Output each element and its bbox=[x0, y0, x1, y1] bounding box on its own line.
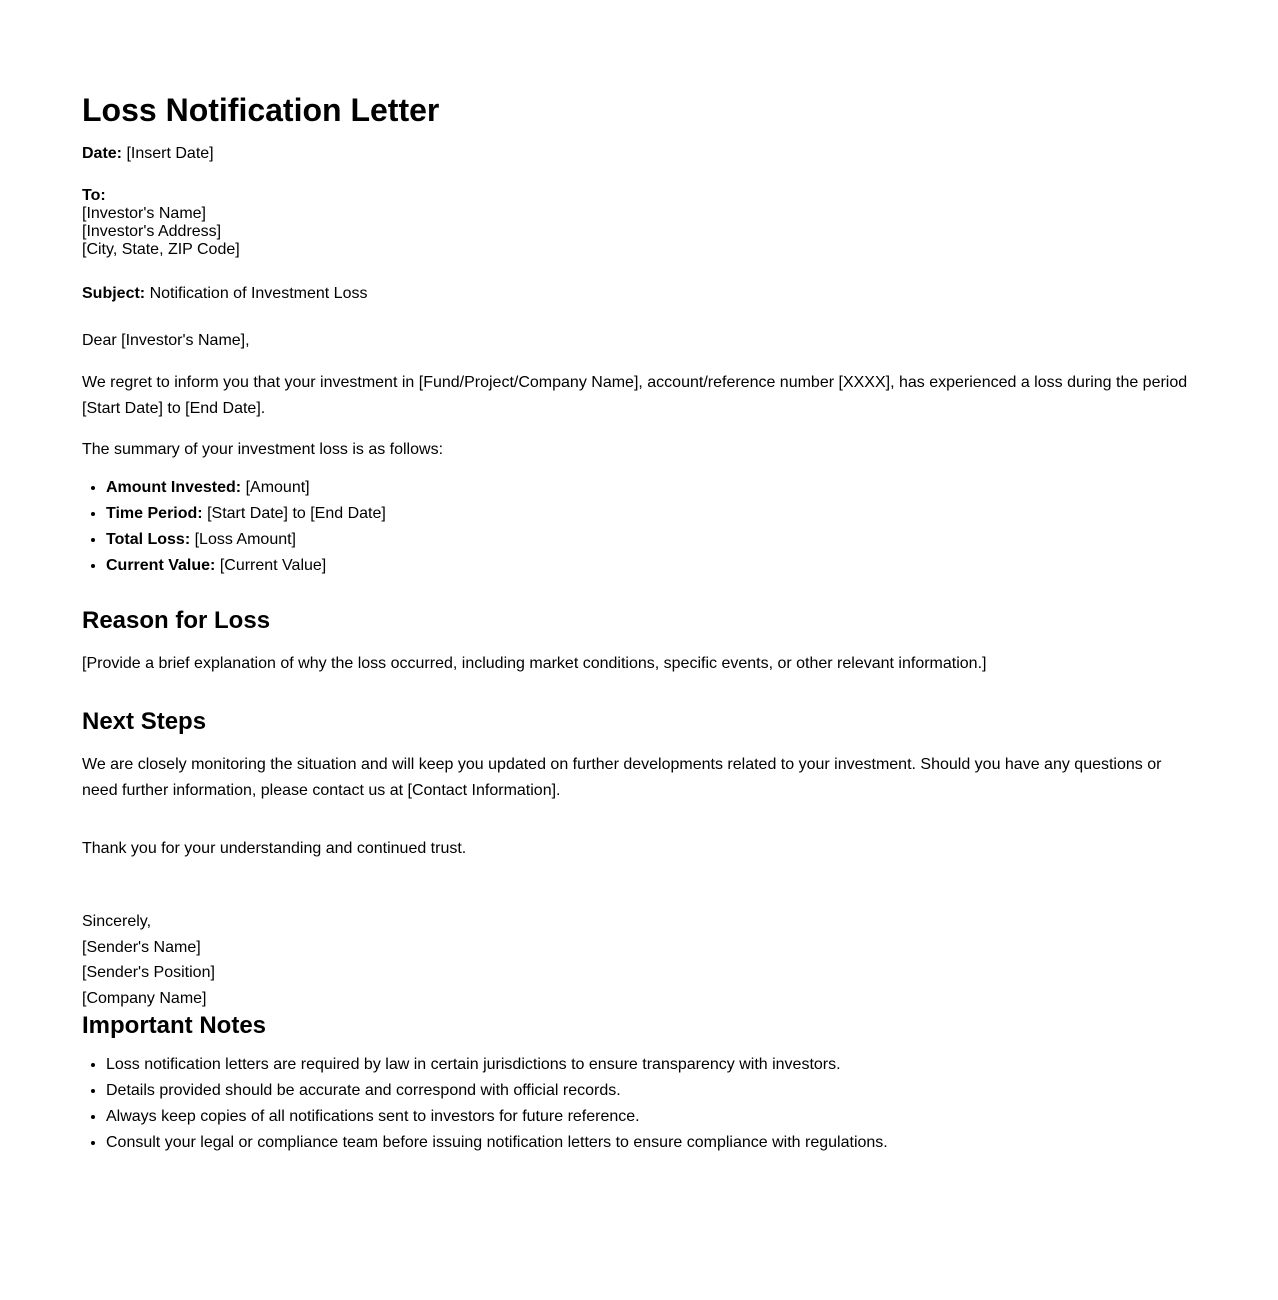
list-item: • Amount Invested: [Amount] bbox=[106, 475, 386, 501]
recipient-name: [Investor's Name] bbox=[82, 205, 206, 222]
list-item: • Total Loss: [Loss Amount] bbox=[106, 527, 386, 553]
notes-heading: Important Notes bbox=[82, 1012, 267, 1039]
recipient-city: [City, State, ZIP Code] bbox=[82, 241, 240, 258]
subject-value: Notification of Investment Loss bbox=[149, 285, 368, 302]
greeting: Dear [Investor's Name], bbox=[82, 332, 250, 349]
sender-name: [Sender's Name] bbox=[82, 939, 201, 956]
thanks-paragraph: Thank you for your understanding and continued trust. bbox=[82, 840, 467, 857]
subject-line bbox=[82, 285, 367, 303]
sender-position: [Sender's Position] bbox=[82, 964, 215, 981]
list-item: • Consult your legal or compliance team before issuing notification letters to ensure compliance with regulations. bbox=[106, 1130, 888, 1156]
list-item: • Always keep copies of all notifications sent to investors for future reference. bbox=[106, 1104, 888, 1130]
valediction: Sincerely, bbox=[82, 913, 152, 930]
recipient-address: [Investor's Address] bbox=[82, 223, 222, 240]
list-item: • Current Value: [Current Value] bbox=[106, 553, 386, 579]
date-value: [Insert Date] bbox=[126, 145, 214, 162]
recipient-label: To: bbox=[82, 187, 106, 204]
reason-paragraph: [Provide a brief explanation of why the loss occurred, including market conditions, specific events, or other relevant information.] bbox=[82, 655, 987, 672]
list-item: • Time Period: [Start Date] to [End Date] bbox=[106, 501, 386, 527]
next-steps-heading: Next Steps bbox=[82, 708, 207, 735]
company-name: [Company Name] bbox=[82, 990, 207, 1007]
date-label: Date: bbox=[82, 145, 123, 162]
subject-label: Subject: bbox=[82, 285, 146, 302]
list-item: • Loss notification letters are required by law in certain jurisdictions to ensure transparency with investors. bbox=[106, 1052, 888, 1078]
list-item: • Details provided should be accurate and correspond with official records. bbox=[106, 1078, 888, 1104]
next-steps-paragraph: We are closely monitoring the situation and will keep you updated on further developments related to your investment. Should you have any questions or need further information, please contact us at [Contact Information]. bbox=[82, 756, 1162, 799]
reason-heading: Reason for Loss bbox=[82, 607, 271, 634]
notes-list bbox=[82, 1052, 888, 1156]
summary-list bbox=[82, 475, 386, 579]
page-title: Loss Notification Letter bbox=[82, 92, 440, 128]
date-line bbox=[82, 145, 214, 163]
intro-paragraph: We regret to inform you that your investment in [Fund/Project/Company Name], account/reference number [XXXX], has experienced a loss during the period [Start Date] to [End Date]. bbox=[82, 374, 1188, 417]
summary-intro: The summary of your investment loss is as follows: bbox=[82, 441, 444, 458]
